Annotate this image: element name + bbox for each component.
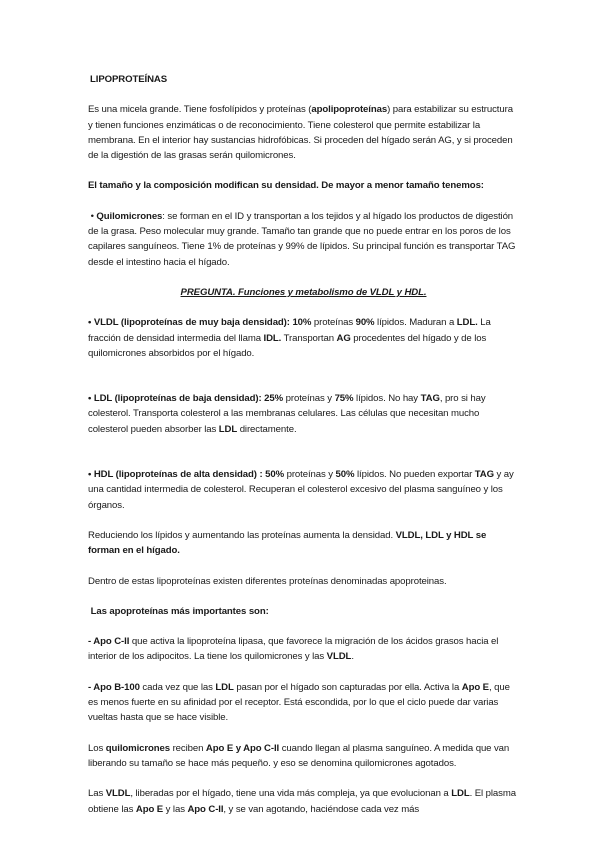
ldl-bold: LDL <box>218 423 238 435</box>
apob-paragraph <box>88 680 519 726</box>
apob-bold: Apo E <box>461 681 489 693</box>
quilomicrones-term: Quilomicrones <box>96 210 163 222</box>
ldl-text: lípidos. No hay <box>353 393 421 405</box>
page-title: LIPOPROTEÍNAS <box>90 74 168 85</box>
ldl-bold: 75% <box>334 393 354 405</box>
ldl-head: • LDL (lipoproteínas de baja densidad): 25% <box>88 393 284 405</box>
vldl2-text: , liberadas por el hígado, tiene una vida más compleja, ya que evolucionan a <box>130 788 452 800</box>
apob-bold: LDL <box>215 681 234 693</box>
hdl-head: • HDL (lipoproteínas de alta densidad) : 50% <box>88 469 285 481</box>
apob-text: , que es menos fuerte en su afinidad por el receptor. Está escondida, por lo que el ciclo puede dar varias vueltas hasta que se hace visible. <box>88 681 510 724</box>
apob-text: pasan por el hígado son capturadas por ella. Activa la <box>233 681 462 693</box>
apoc-bold: VLDL <box>326 651 352 663</box>
dentro-paragraph: Dentro de estas lipoproteínas existen diferentes proteínas denominadas apoproteinas. <box>88 575 447 587</box>
vldl-paragraph <box>88 315 519 361</box>
reduce-text: Reduciendo los lípidos y aumentando las proteínas aumenta la densidad. <box>88 529 396 541</box>
vldl-bold: IDL. <box>263 332 282 344</box>
vldl2-text: Las <box>88 788 106 800</box>
vldl2-text: y las <box>163 803 188 815</box>
reduce-bold: VLDL, LDL y HDL <box>395 529 474 541</box>
vldl-text: procedentes del hígado y de los quilomicrones absorbidos por el hígado. <box>88 332 487 359</box>
apob-bold: - Apo B-100 <box>88 681 140 693</box>
reduce-bold: se forman en el hígado. <box>88 529 487 557</box>
quilo2-bold: Apo E y Apo C-II <box>205 742 280 754</box>
hdl-text: proteínas y <box>284 469 336 481</box>
apob-text: cada vez que las <box>139 681 216 693</box>
apo-heading-text: Las apoproteínas más importantes son: <box>90 605 269 617</box>
ldl-text: proteínas y <box>283 393 335 405</box>
vldl2-text: . El plasma obtiene las <box>88 788 516 815</box>
vldl-text: proteínas <box>311 317 356 329</box>
size-heading <box>88 178 519 193</box>
reduce-paragraph <box>88 528 519 559</box>
apoc-bold: - Apo C-II <box>88 636 130 648</box>
ldl-paragraph <box>88 391 519 437</box>
vldl-text: La fracción de densidad intermedia del llama <box>88 317 491 344</box>
vldl2-bold: LDL <box>451 788 470 800</box>
hdl-paragraph <box>88 467 519 513</box>
quilo2-text: reciben <box>170 742 206 754</box>
quilomicrones-paragraph <box>88 209 519 270</box>
question-heading: PREGUNTA. Funciones y metabolismo de VLDL y HDL. <box>180 286 427 298</box>
vldl-bold: LDL. <box>456 317 478 329</box>
quilo2-text: cuando llegan al plasma sanguíneo. A medida que van liberando su tamaño se hace más pequeño. y eso se denomina quilomicrones agotados. <box>88 742 510 769</box>
hdl-text: lípidos. No pueden exportar <box>354 469 475 481</box>
vldl2-text: , y se van agotando, haciéndose cada vez más <box>223 803 420 815</box>
intro-paragraph <box>88 102 519 163</box>
bullet: • <box>90 210 94 222</box>
vldl-text: lípidos. Maduran a <box>374 317 457 329</box>
intro-text: Es una micela grande. Tiene fosfolípidos y proteínas (apolipoproteínas) para estabilizar su estructura y tienen funciones enzimáticas o de reconocimiento. Tiene colesterol que permite estabilizar la membrana. En el interior hay sustancias hidrofóbicas. Si proceden del hígado serán AG, y si proceden de la digestión de las grasas serán quilomicrones. <box>88 104 513 162</box>
apoc-text: . <box>351 651 354 663</box>
ldl-text: , pro si hay colesterol. Transporta colesterol a las membranas celulares. Las células que necesitan mucho colesterol pueden absorber las <box>88 393 486 435</box>
ldl-bold: TAG <box>420 393 440 405</box>
vldl-bold: 90% <box>355 317 375 329</box>
hdl-text: y ay una cantidad intermedia de colesterol. Recuperan el colesterol excesivo del plasma sanguíneo y los órganos. <box>88 469 514 511</box>
apoc-paragraph <box>88 634 519 665</box>
vldl-evolution-paragraph <box>88 786 519 817</box>
hdl-bold: 50% <box>335 469 355 481</box>
apo-heading <box>88 604 519 619</box>
vldl-head: • VLDL (lipoproteínas de muy baja densidad): 10% <box>88 317 312 329</box>
vldl2-bold: Apo C-II <box>187 803 224 815</box>
hdl-bold: TAG <box>474 469 494 481</box>
vldl2-bold: VLDL <box>105 788 131 800</box>
vldl2-bold: Apo E <box>135 803 164 815</box>
spacer <box>88 452 519 467</box>
ldl-text: directamente. <box>237 423 297 435</box>
size-heading-text: El tamaño y la composición modifican su densidad. De mayor a menor tamaño tenemos: <box>88 180 484 192</box>
spacer <box>88 376 519 391</box>
apolipoproteinas-term: apolipoproteínas <box>311 104 388 116</box>
quilomicrones-text: : se forman en el ID y transportan a los tejidos y al hígado los productos de digestión de la grasa. Peso molecular muy grande. Tamaño tan grande que no puede entrar en los poros de los capilares sanguíneos. Tiene 1% de proteínas y 99% de lípidos. Su principal función es transportar TAG desde el intestino hacia el hígado. <box>88 210 516 268</box>
vldl-bold: AG <box>336 332 351 344</box>
quilo2-text: Los <box>88 742 106 754</box>
apoc-text: que activa la lipoproteína lipasa, que favorece la migración de los ácidos grasos hacia el interior de los adipocitos. La tiene los quilomicrones y las <box>88 636 499 663</box>
quilo2-bold: quilomicrones <box>105 742 171 754</box>
vldl-text: Transportan <box>281 332 337 344</box>
quilomicrones-apo-paragraph <box>88 741 519 772</box>
